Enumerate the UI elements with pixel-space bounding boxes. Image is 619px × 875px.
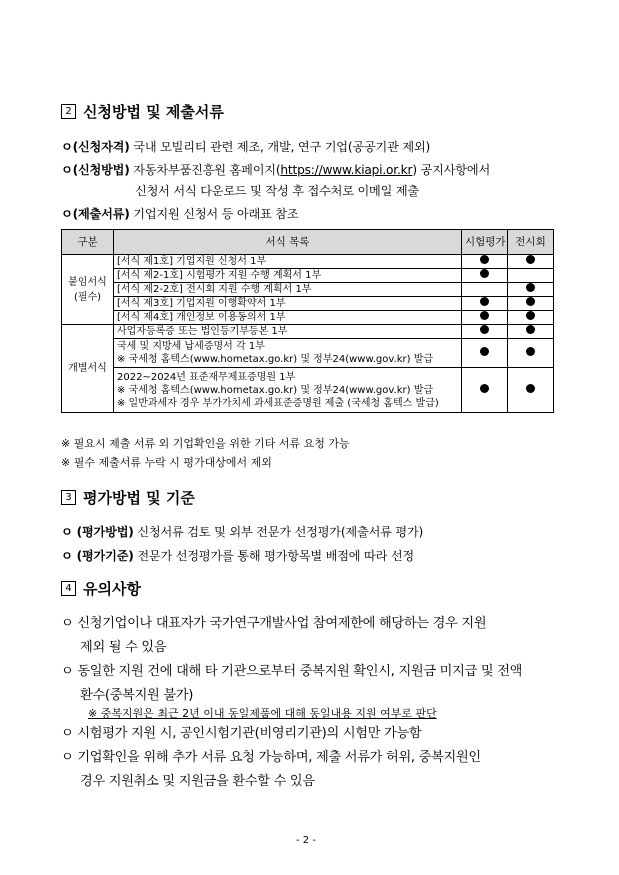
table-row (62, 368, 554, 413)
exhibit-mark (508, 283, 554, 297)
table-row (62, 325, 554, 339)
eval-criteria-text: 전문가 선정평가를 통해 평가항목별 배점에 따라 선정 (133, 549, 414, 563)
caution-4-line2: 경우 지원취소 및 지원금을 환수할 수 있음 (80, 774, 315, 789)
caution-1-line1: ㅇ 신청기업이나 대표자가 국가연구개발사업 참여제한에 해당하는 경우 지원 (61, 616, 487, 631)
qualification-label: ㅇ(신청자격) (61, 140, 130, 154)
test-mark (462, 269, 508, 283)
documents-table (61, 229, 554, 413)
caution-3: ㅇ 시험평가 지원 시, 공인시험기관(비영리기관)의 시험만 가능함 (61, 726, 422, 741)
table-row (62, 339, 554, 368)
test-mark (462, 283, 508, 297)
form-item: [서식 제2-2호] 전시회 지원 수행 계획서 1부 (114, 283, 462, 297)
form-item-note: ※ 일반과세자 경우 부가가치세 과세표준증명원 제출 (국세청 홈텍스 발급) (117, 397, 439, 409)
test-mark (462, 255, 508, 269)
check-dot-icon (480, 325, 489, 334)
check-dot-icon (526, 325, 535, 334)
section-number-box: 3 (61, 490, 76, 505)
form-item: [서식 제2-1호] 시험평가 지원 수행 계획서 1부 (114, 269, 462, 283)
page-number: - 2 - (296, 835, 316, 846)
section-title-text: 유의사항 (83, 580, 141, 598)
apply-method (61, 161, 490, 178)
section-title-text: 평가방법 및 기준 (83, 489, 195, 507)
form-item: [서식 제3호] 기업지원 이행확약서 1부 (114, 297, 462, 311)
check-dot-icon (526, 297, 535, 306)
form-item-note: ※ 국세청 홈텍스(www.hometax.go.kr) 및 정부24(www.gov.kr) 발급 (117, 354, 434, 365)
check-dot-icon (480, 269, 489, 278)
check-dot-icon (480, 311, 489, 320)
test-mark (462, 311, 508, 325)
apply-qualification (61, 138, 430, 155)
table-header-row (62, 230, 554, 255)
caution-4-line1: ㅇ 기업확인을 위해 추가 서류 요청 가능하며, 제출 서류가 허위, 중복지원인 (61, 750, 481, 765)
form-item (114, 339, 462, 368)
group-individual-label: 개별서식 (62, 325, 114, 413)
section-title-apply (61, 101, 224, 122)
check-dot-icon (526, 283, 535, 292)
test-mark (462, 297, 508, 311)
check-dot-icon (526, 347, 535, 356)
method-label: ㅇ(신청방법) (61, 163, 130, 177)
form-item (114, 368, 462, 413)
form-item-line: 2022~2024년 표준재무제표증명원 1부 (117, 371, 296, 383)
exhibit-mark (508, 311, 554, 325)
section-title-text: 신청방법 및 제출서류 (83, 103, 224, 121)
caution-2-line1: ㅇ 동일한 지원 건에 대해 타 기관으로부터 중복지원 확인시, 지원금 미지급 및 전액 (61, 664, 523, 679)
form-item: 사업자등록증 또는 법인등기부등본 1부 (114, 325, 462, 339)
check-dot-icon (526, 311, 535, 320)
header-category: 구분 (62, 230, 114, 255)
caution-2-note: ※ 중복지원은 최근 2년 이내 동일제품에 대해 동일내용 지원 여부로 판단 (88, 707, 437, 720)
documents-text: 기업지원 신청서 등 아래표 참조 (129, 207, 299, 221)
eval-criteria (61, 547, 414, 564)
note-extra-docs: ※ 필요시 제출 서류 외 기업확인을 위한 기타 서류 요청 가능 (61, 437, 350, 450)
table-row (62, 297, 554, 311)
test-mark (462, 339, 508, 368)
test-mark (462, 368, 508, 413)
eval-method (61, 523, 423, 540)
exhibit-mark (508, 269, 554, 283)
check-dot-icon (480, 255, 489, 264)
caution-2-line2: 환수(중복지원 불가) (80, 688, 194, 703)
eval-criteria-label: ㅇ (평가기준) (61, 549, 134, 563)
header-exhibit: 전시회 (508, 230, 554, 255)
section-title-eval (61, 487, 195, 508)
group-required-label: 붙임서식 (필수) (62, 255, 114, 325)
exhibit-mark (508, 339, 554, 368)
header-form-list: 서식 목록 (114, 230, 462, 255)
header-test: 시험평가 (462, 230, 508, 255)
check-dot-icon (526, 255, 535, 264)
section-number-box: 4 (61, 581, 76, 596)
qualification-text: 국내 모빌리티 관련 제조, 개발, 연구 기업(공공기관 제외) (129, 140, 431, 154)
note-missing-docs: ※ 필수 제출서류 누락 시 평가대상에서 제외 (61, 456, 272, 469)
method-text: 자동차부품진흥원 홈페이지( (129, 163, 281, 177)
form-item-line: 국세 및 지방세 납세증명서 각 1부 (117, 341, 265, 352)
check-dot-icon (480, 384, 489, 393)
check-dot-icon (526, 384, 535, 393)
eval-method-text: 신청서류 검토 및 외부 전문가 선정평가(제출서류 평가) (133, 525, 424, 539)
form-item: [서식 제1호] 기업지원 신청서 1부 (114, 255, 462, 269)
apply-documents (61, 205, 298, 222)
kiapi-link[interactable]: https://www.kiapi.or.kr (280, 163, 413, 177)
form-item: [서식 제4호] 개인정보 이용동의서 1부 (114, 311, 462, 325)
table-row (62, 311, 554, 325)
table-row (62, 269, 554, 283)
caution-1-line2: 제외 될 수 있음 (80, 640, 167, 655)
section-number-box: 2 (61, 104, 76, 119)
form-item-note: ※ 국세청 홈텍스(www.hometax.go.kr) 및 정부24(www.gov.kr) 발급 (117, 384, 434, 396)
exhibit-mark (508, 325, 554, 339)
exhibit-mark (508, 255, 554, 269)
apply-method-continued: 신청서 서식 다운로드 및 작성 후 접수처로 이메일 제출 (135, 184, 420, 198)
exhibit-mark (508, 368, 554, 413)
check-dot-icon (480, 347, 489, 356)
method-text-end: ) 공지사항에서 (412, 163, 491, 177)
eval-method-label: ㅇ (평가방법) (61, 525, 134, 539)
check-dot-icon (480, 297, 489, 306)
table-row (62, 283, 554, 297)
documents-label: ㅇ(제출서류) (61, 207, 130, 221)
test-mark (462, 325, 508, 339)
exhibit-mark (508, 297, 554, 311)
table-row (62, 255, 554, 269)
section-title-cautions (61, 578, 141, 599)
